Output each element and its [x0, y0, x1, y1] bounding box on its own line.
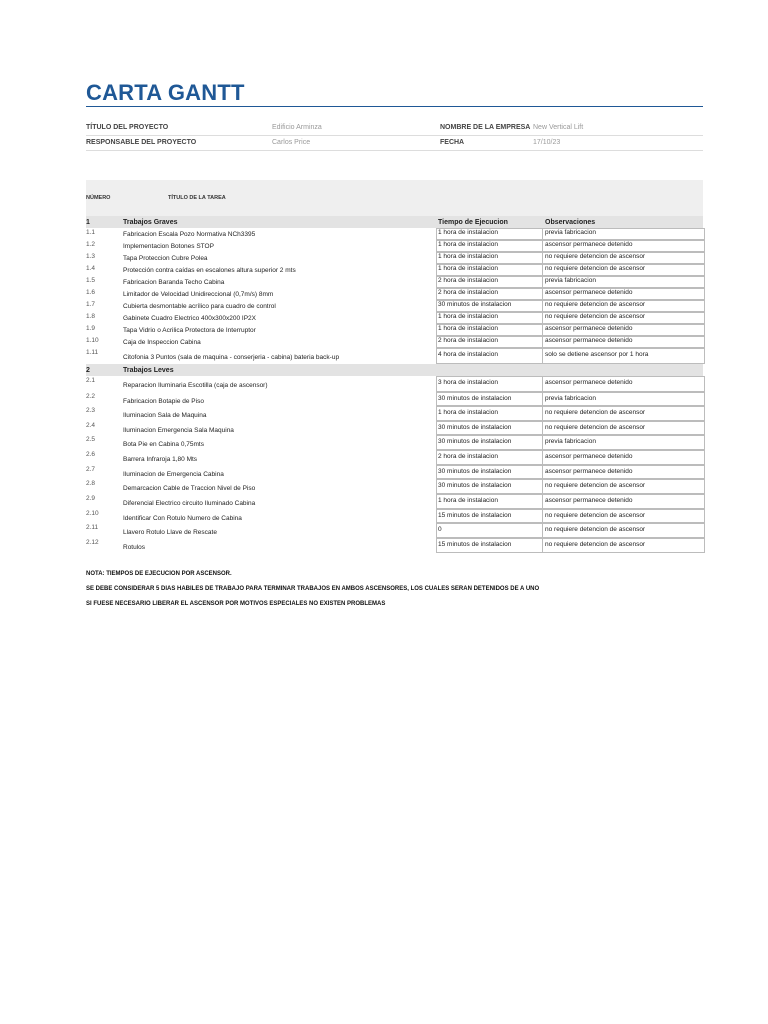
task-number: 2.3: [86, 407, 96, 414]
task-title: Fabricacion Baranda Techo Cabina: [123, 279, 225, 286]
task-time: 30 minutos de instalacion: [438, 301, 512, 308]
group-row: [86, 364, 703, 376]
task-number: 2.5: [86, 436, 96, 443]
task-title: Implementacion Botones STOP: [123, 243, 214, 250]
task-observation: no requiere detencion de ascensor: [545, 526, 646, 533]
task-number: 2.4: [86, 422, 96, 429]
manager-label: RESPONSABLE DEL PROYECTO: [86, 139, 197, 146]
task-observation: ascensor permanece detenido: [545, 497, 633, 504]
task-time: 1 hora de instalacion: [438, 229, 498, 236]
task-time: 1 hora de instalacion: [438, 313, 498, 320]
task-observation: ascensor permanece detenido: [545, 337, 633, 344]
task-number: 1.7: [86, 301, 96, 308]
note-line: SI FUESE NECESARIO LIBERAR EL ASCENSOR POR MOTIVOS ESPECIALES NO EXISTEN PROBLEMAS: [86, 601, 386, 607]
task-number: 2.1: [86, 377, 96, 384]
info-row-manager: [86, 136, 703, 151]
task-number: 2.12: [86, 539, 99, 546]
task-observation: ascensor permanece detenido: [545, 241, 633, 248]
task-title: Cubierta desmontable acrílico para cuadro de control: [123, 303, 276, 310]
task-number: 1.5: [86, 277, 96, 284]
task-observation: previa fabricacion: [545, 438, 596, 445]
table-row: [86, 509, 703, 523]
task-title: Iluminacion Sala de Maquina: [123, 412, 207, 419]
task-time: 2 hora de instalacion: [438, 453, 498, 460]
task-number: 1.9: [86, 325, 96, 332]
task-title: Citofonia 3 Puntos (sala de maquina - conserjeria - cabina) bateria back-up: [123, 354, 340, 361]
table-row: [86, 336, 703, 348]
table-row: [86, 312, 703, 324]
task-number: 1.2: [86, 241, 96, 248]
table-row: [86, 252, 703, 264]
task-observation: no requiere detencion de ascensor: [545, 409, 646, 416]
observations-column-header: Observaciones: [545, 219, 596, 226]
table-row: [86, 348, 703, 364]
task-time: 3 hora de instalacion: [438, 379, 498, 386]
task-number: 2.11: [86, 524, 99, 531]
task-title: Caja de Inspeccion Cabina: [123, 339, 201, 346]
task-number: 2.7: [86, 466, 96, 473]
task-title: Limitador de Velocidad Unidireccional (0,7m/s) 8mm: [123, 291, 274, 298]
page-title: CARTA GANTT: [86, 80, 245, 105]
task-time: 30 minutos de instalacion: [438, 424, 512, 431]
task-observation: no requiere detencion de ascensor: [545, 541, 646, 548]
task-time: 2 hora de instalacion: [438, 277, 498, 284]
table-row: [86, 288, 703, 300]
task-number: 1.8: [86, 313, 96, 320]
table-row: [86, 324, 703, 336]
task-title: Identificar Con Rotulo Numero de Cabina: [123, 515, 242, 522]
task-title: Fabricacion Escala Pozo Normativa NCh3395: [123, 231, 256, 238]
time-cell: [436, 523, 543, 538]
table-row: [86, 376, 703, 392]
table-row: [86, 392, 703, 406]
task-time: 1 hora de instalacion: [438, 241, 498, 248]
table-row: [86, 435, 703, 450]
task-title: Barrera Infraroja 1,80 Mts: [123, 456, 198, 463]
task-number: 2.9: [86, 495, 96, 502]
task-time: 30 minutos de instalacion: [438, 482, 512, 489]
title-rule: [86, 106, 703, 107]
note-line: SE DEBE CONSIDERAR 5 DIAS HABILES DE TRABAJO PARA TERMINAR TRABAJOS EN AMBOS ASCENSORES, LOS CUALES SERAN DETENIDOS DE A UNO: [86, 586, 540, 592]
task-time: 15 minutos de instalacion: [438, 541, 512, 548]
project-title-label: TÍTULO DEL PROYECTO: [86, 124, 169, 131]
task-observation: solo se detiene ascensor por 1 hora: [545, 351, 649, 358]
group-number: 1: [86, 219, 90, 226]
task-time: 1 hora de instalacion: [438, 497, 498, 504]
task-time: 15 minutos de instalacion: [438, 512, 512, 519]
task-title: Protección contra caídas en escalones altura superior 2 mts: [123, 267, 296, 274]
task-time: 30 minutos de instalacion: [438, 468, 512, 475]
task-number: 1.4: [86, 265, 96, 272]
date-value: 17/10/23: [533, 139, 561, 146]
group-number: 2: [86, 367, 90, 374]
task-time: 0: [438, 526, 442, 533]
task-number: 1.1: [86, 229, 96, 236]
date-label: FECHA: [440, 139, 465, 146]
task-observation: ascensor permanece detenido: [545, 325, 633, 332]
task-observation: ascensor permanece detenido: [545, 453, 633, 460]
task-time: 1 hora de instalacion: [438, 265, 498, 272]
task-time: 1 hora de instalacion: [438, 253, 498, 260]
company-value: New Vertical Lift: [533, 124, 584, 131]
table-row: [86, 538, 703, 553]
table-row: [86, 300, 703, 312]
task-number: 1.6: [86, 289, 96, 296]
table-row: [86, 450, 703, 465]
task-observation: ascensor permanece detenido: [545, 289, 633, 296]
table-row: [86, 276, 703, 288]
task-number: 2.6: [86, 451, 96, 458]
task-title: Gabinete Cuadro Electrico 400x300x200 IP2X: [123, 315, 256, 322]
task-time: 2 hora de instalacion: [438, 337, 498, 344]
task-column-header: TÍTULO DE LA TAREA: [168, 195, 226, 201]
task-time: 30 minutos de instalacion: [438, 395, 512, 402]
manager-value: Carlos Price: [272, 139, 311, 146]
task-title: Tapa Vidrio o Acrilica Protectora de Interruptor: [123, 327, 256, 334]
task-number: 2.8: [86, 480, 96, 487]
table-row: [86, 406, 703, 421]
task-time: 30 minutos de instalacion: [438, 438, 512, 445]
note-line: NOTA: TIEMPOS DE EJECUCION POR ASCENSOR.: [86, 571, 232, 577]
table-row: [86, 240, 703, 252]
task-observation: no requiere detencion de ascensor: [545, 424, 646, 431]
table-row: [86, 228, 703, 240]
task-observation: previa fabricacion: [545, 277, 596, 284]
table-row: [86, 421, 703, 435]
task-observation: previa fabricacion: [545, 229, 596, 236]
table-row: [86, 479, 703, 494]
task-title: Diferencial Electrico circuito Iluminado Cabina: [123, 500, 256, 507]
table-row: [86, 494, 703, 509]
project-info: [86, 121, 703, 151]
task-title: Tapa Proteccion Cubre Polea: [123, 255, 208, 262]
task-time: 1 hora de instalacion: [438, 325, 498, 332]
task-number: 1.3: [86, 253, 96, 260]
company-label: NOMBRE DE LA EMPRESA: [440, 124, 531, 131]
group-title: Trabajos Leves: [123, 367, 174, 374]
task-observation: no requiere detencion de ascensor: [545, 265, 646, 272]
task-observation: no requiere detencion de ascensor: [545, 313, 646, 320]
task-title: Bota Pie en Cabina 0,75mts: [123, 441, 204, 448]
task-title: Reparacion Iluminaria Escotilla (caja de ascensor): [123, 382, 268, 389]
table-row: [86, 264, 703, 276]
table-header-band: [86, 180, 703, 216]
task-time: 4 hora de instalacion: [438, 351, 498, 358]
task-observation: no requiere detencion de ascensor: [545, 301, 646, 308]
notes-section: [86, 571, 539, 616]
task-number: 1.11: [86, 349, 99, 356]
task-table: [86, 216, 703, 553]
task-title: Iluminacion de Emergencia Cabina: [123, 471, 224, 478]
task-observation: previa fabricacion: [545, 395, 596, 402]
task-title: Rotulos: [123, 544, 146, 551]
task-title: Iluminacion Emergencia Sala Maquina: [123, 427, 234, 434]
task-time: 2 hora de instalacion: [438, 289, 498, 296]
task-number: 1.10: [86, 337, 99, 344]
number-column-header: NÚMERO: [86, 195, 111, 201]
project-title-value: Edificio Arminza: [272, 124, 322, 131]
task-time: 1 hora de instalacion: [438, 409, 498, 416]
task-observation: ascensor permanece detenido: [545, 468, 633, 475]
task-number: 2.10: [86, 510, 99, 517]
task-number: 2.2: [86, 393, 96, 400]
group-title: Trabajos Graves: [123, 219, 178, 226]
task-observation: ascensor permanece detenido: [545, 379, 633, 386]
group-row: [86, 216, 703, 228]
task-title: Llavero Rotulo Llave de Rescate: [123, 529, 217, 536]
time-column-header: Tiempo de Ejecucion: [438, 219, 508, 226]
table-row: [86, 523, 703, 538]
task-observation: no requiere detencion de ascensor: [545, 512, 646, 519]
task-observation: no requiere detencion de ascensor: [545, 253, 646, 260]
task-title: Demarcacion Cable de Traccion Nivel de Piso: [123, 485, 256, 492]
task-observation: no requiere detencion de ascensor: [545, 482, 646, 489]
info-row-project: [86, 121, 703, 136]
table-row: [86, 465, 703, 479]
task-title: Fabricacion Botapie de Piso: [123, 398, 204, 405]
